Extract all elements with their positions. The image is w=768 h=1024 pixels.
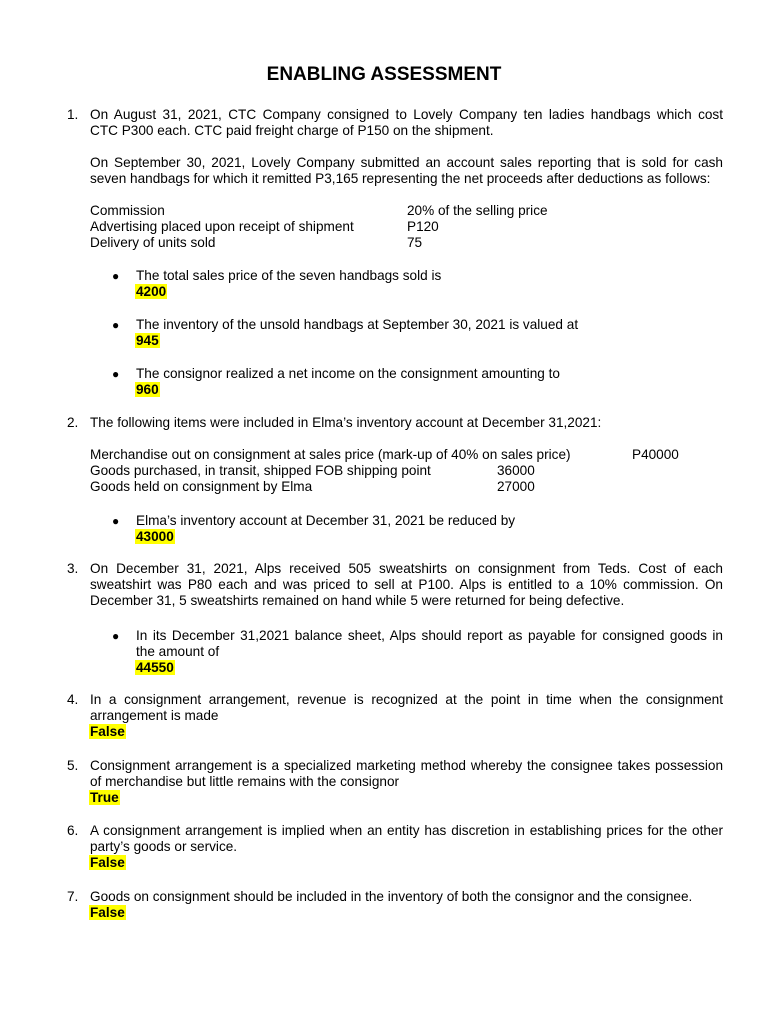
- question-number: 7.: [67, 889, 79, 904]
- inventory-item-value: 36000: [497, 463, 535, 478]
- deduction-label: Commission: [90, 203, 165, 218]
- text-line: A consignment arrangement is implied when an entity has discretion in establishing prices for the other: [90, 823, 723, 838]
- text-line: seven handbags for which it remitted P3,165 representing the net proceeds after deductions as follows:: [90, 171, 711, 187]
- deduction-value: P120: [407, 219, 439, 234]
- deduction-label: Delivery of units sold: [90, 235, 216, 250]
- question-number: 6.: [67, 823, 79, 838]
- question-4-text: [90, 692, 723, 724]
- text-line: of merchandise but little remains with the consignor: [90, 774, 400, 790]
- answer-highlight: 44550: [136, 660, 174, 675]
- deduction-value: 20% of the selling price: [407, 203, 548, 218]
- deduction-value: 75: [407, 235, 423, 250]
- answer-highlight: 43000: [136, 529, 174, 544]
- text-line: sweatshirt was P80 each and was priced to sell at P100. Alps is entitled to a 10% commission. On: [90, 577, 723, 593]
- answer-highlight: True: [90, 790, 119, 805]
- text-line: the amount of: [136, 644, 220, 660]
- question-1-paragraph-2: [90, 155, 723, 187]
- bullet-text: The total sales price of the seven handbags sold is: [136, 268, 442, 283]
- bullet-icon: ●: [112, 318, 120, 332]
- bullet-icon: ●: [112, 269, 120, 283]
- inventory-item-value: 27000: [497, 479, 535, 494]
- question-7-text: Goods on consignment should be included in the inventory of both the consignor and the consignee.: [90, 889, 693, 904]
- text-line: On December 31, 2021, Alps received 505 sweatshirts on consignment from Teds. Cost of each: [90, 561, 723, 576]
- question-6-text: [90, 823, 723, 855]
- text-line: arrangement is made: [90, 708, 219, 724]
- question-number: 5.: [67, 758, 79, 773]
- answer-highlight: False: [90, 905, 125, 920]
- inventory-item-label: Merchandise out on consignment at sales price (mark-up of 40% on sales price): [90, 447, 571, 462]
- inventory-item-value: P40000: [632, 447, 679, 462]
- bullet-text: The consignor realized a net income on the consignment amounting to: [136, 366, 560, 381]
- question-number: 4.: [67, 692, 79, 707]
- page-title: ENABLING ASSESSMENT: [266, 64, 502, 85]
- text-line: On August 31, 2021, CTC Company consigned to Lovely Company ten ladies handbags which cost: [90, 107, 723, 122]
- answer-highlight: False: [90, 855, 125, 870]
- inventory-item-label: Goods held on consignment by Elma: [90, 479, 313, 494]
- text-line: Consignment arrangement is a specialized marketing method whereby the consignee takes possession: [90, 758, 723, 773]
- bullet-text: [136, 628, 723, 660]
- question-2-text: The following items were included in Elma’s inventory account at December 31,2021:: [90, 415, 602, 430]
- text-line: On September 30, 2021, Lovely Company submitted an account sales reporting that is sold for cash: [90, 155, 723, 170]
- bullet-icon: ●: [112, 367, 120, 381]
- question-3-text: [90, 561, 723, 610]
- deduction-label: Advertising placed upon receipt of shipment: [90, 219, 354, 234]
- bullet-text: The inventory of the unsold handbags at September 30, 2021 is valued at: [136, 317, 579, 332]
- answer-highlight: 4200: [136, 284, 167, 299]
- answer-highlight: 960: [136, 382, 159, 397]
- text-line: December 31, 5 sweatshirts remained on hand while 5 were returned for being defective.: [90, 593, 625, 609]
- question-5-text: [90, 758, 723, 790]
- bullet-icon: ●: [112, 629, 120, 643]
- answer-highlight: 945: [136, 333, 159, 348]
- question-1-text: [90, 107, 723, 139]
- question-number: 3.: [67, 561, 79, 576]
- question-number: 2.: [67, 415, 79, 430]
- text-line: party’s goods or service.: [90, 839, 238, 855]
- answer-highlight: False: [90, 724, 125, 739]
- bullet-icon: ●: [112, 514, 120, 528]
- text-line: CTC P300 each. CTC paid freight charge of P150 on the shipment.: [90, 123, 494, 139]
- text-line: In a consignment arrangement, revenue is recognized at the point in time when the consignment: [90, 692, 723, 707]
- question-number: 1.: [67, 107, 79, 122]
- text-line: In its December 31,2021 balance sheet, Alps should report as payable for consigned goods in: [136, 628, 723, 643]
- bullet-text: Elma’s inventory account at December 31, 2021 be reduced by: [136, 513, 516, 528]
- inventory-item-label: Goods purchased, in transit, shipped FOB shipping point: [90, 463, 431, 478]
